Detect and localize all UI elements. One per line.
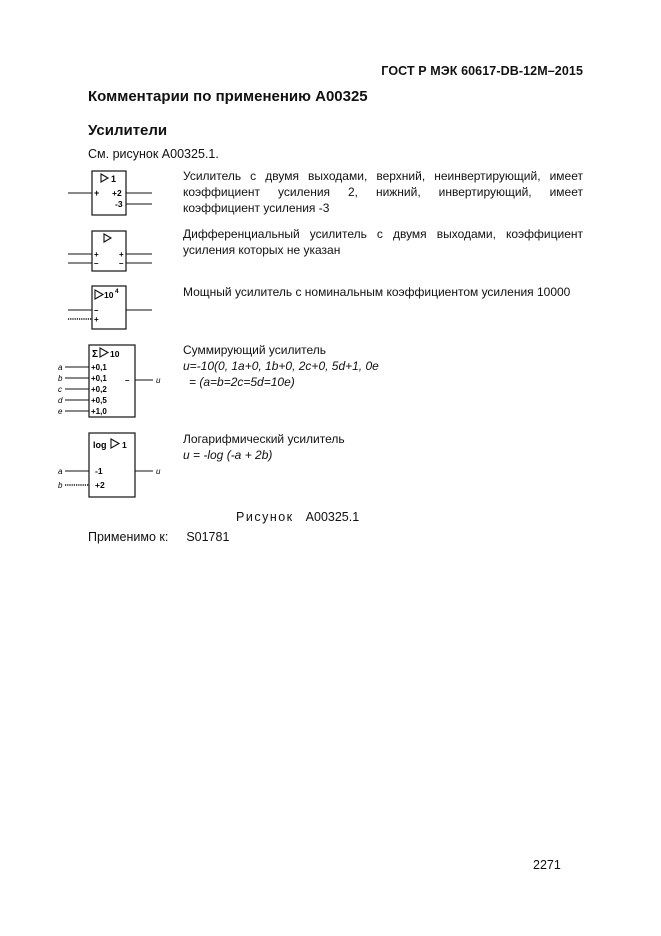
amplifier-triangle-icon [104, 234, 111, 242]
input-name-a: a [58, 363, 63, 372]
output-name: u [156, 376, 161, 385]
applicability-label: Применимо к: [88, 530, 169, 544]
item-2-description: Дифференциальный усилитель с двумя выходами, коэффициент усиления которых не указан [183, 227, 583, 257]
input-weight-c: +0,2 [91, 385, 107, 394]
input-name-b: b [58, 481, 63, 490]
input-weight-b: +0,1 [91, 374, 107, 383]
figure-caption-word: Рисунок [236, 510, 294, 524]
amplifier-triangle-icon [95, 290, 103, 299]
sigma-icon: Σ [92, 349, 99, 360]
svg-text:–: – [125, 376, 130, 385]
input-weight-b: +2 [95, 480, 105, 490]
output-label-2: -3 [115, 199, 123, 209]
log-label: log [93, 440, 107, 450]
amplifier-triangle-icon [111, 439, 119, 448]
logarithmic-amplifier-symbol [55, 431, 165, 499]
input-name-d: d [58, 396, 63, 405]
page-number: 2271 [533, 858, 561, 872]
summing-formula-2: = (a=b=2c=5d=10e) [189, 375, 295, 389]
gain-exponent: 4 [115, 288, 119, 295]
svg-text:–: – [94, 259, 99, 268]
item-5-description: Логарифмический усилитель u = -log (-a + 2b) [183, 431, 583, 463]
figure-caption-code: A00325.1 [305, 510, 360, 524]
input-weight-a: -1 [95, 466, 103, 476]
log-formula: u = -log (-a + 2b) [183, 448, 273, 462]
figure-reference: См. рисунок A00325.1. [88, 147, 219, 161]
input-weight-a: +0,1 [91, 363, 107, 372]
input-name-a: a [58, 467, 63, 476]
summing-formula-1: u=-10(0, 1a+0, 1b+0, 2c+0, 5d+1, 0e [183, 359, 379, 373]
amplifier-two-outputs-symbol [68, 168, 154, 220]
input-sign: + [94, 188, 100, 198]
svg-text:+: + [94, 250, 99, 259]
input-weight-d: +0,5 [91, 396, 107, 405]
svg-text:+: + [119, 250, 124, 259]
item-4-description: Суммирующий усилитель u=-10(0, 1a+0, 1b+0, 2c+0, 5d+1, 0e = (a=b=2c=5d=10e) [183, 342, 583, 390]
input-name-b: b [58, 374, 63, 383]
applicability [88, 530, 229, 544]
amplifier-triangle-icon [100, 348, 108, 357]
differential-amplifier-symbol [68, 228, 154, 276]
gain-label: 1 [122, 440, 127, 450]
gain-label: 10 [110, 349, 120, 359]
summing-amplifier-symbol [55, 343, 165, 419]
standard-number: ГОСТ Р МЭК 60617-DB-12M–2015 [381, 64, 583, 78]
power-amplifier-symbol [68, 283, 154, 333]
svg-text:–: – [119, 259, 124, 268]
item-3-description: Мощный усилитель с номинальным коэффициентом усиления 10000 [183, 285, 571, 299]
svg-text:–: – [94, 306, 99, 315]
applicability-code: S01781 [186, 530, 230, 544]
section-title: Комментарии по применению A00325 [88, 88, 368, 105]
gain-base: 10 [104, 290, 114, 300]
item-1-description: Усилитель с двумя выходами, верхний, неинвертирующий, имеет коэффициент усиления 2, нижний, инвертирующий, имеет коэффициент усиления -3 [183, 169, 583, 215]
output-label-1: +2 [112, 188, 122, 198]
section-subtitle: Усилители [88, 122, 168, 139]
amplifier-triangle-icon [101, 174, 108, 182]
input-name-c: c [58, 385, 62, 394]
input-weight-e: +1,0 [91, 407, 107, 416]
gain-label: 1 [111, 174, 117, 184]
figure-caption [236, 510, 359, 524]
svg-text:+: + [94, 315, 99, 324]
output-name: u [156, 467, 161, 476]
input-name-e: e [58, 407, 63, 416]
